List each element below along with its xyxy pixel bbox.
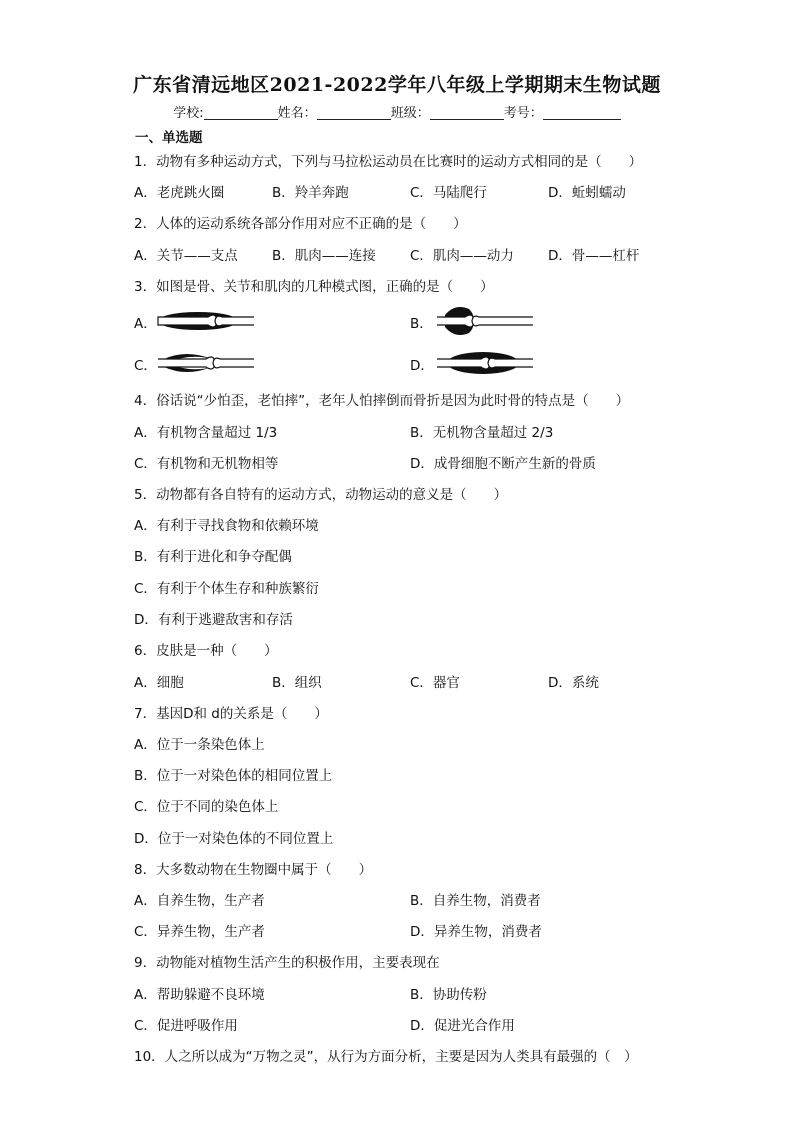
exam-no-blank[interactable] [543,105,621,120]
question-stem: 1．动物有多种运动方式，下列与马拉松运动员在比赛时的运动方式相同的是（ ） [134,154,643,170]
question-stem: 9．动物能对植物生活产生的积极作用，主要表现在 [134,955,440,971]
question-stem: 2．人体的运动系统各部分作用对应不正确的是（ ） [134,216,467,232]
option-a[interactable]: A．有机物含量超过 1/3 [134,425,278,441]
option-b[interactable]: B．协助传粉 [410,987,487,1003]
figure-c-bone-joint-muscle [156,345,256,381]
option-b[interactable]: B．无机物含量超过 2/3 [410,425,554,441]
figure-a-bone-joint-muscle [156,303,256,339]
option-c[interactable]: C．肌肉——动力 [410,248,514,264]
figure-b-bone-joint-muscle [435,303,535,339]
option-b[interactable]: B．肌肉——连接 [272,248,376,264]
question-stem: 7．基因D和 d的关系是（ ） [134,706,328,722]
option-d[interactable]: D．系统 [548,675,599,691]
option-c[interactable]: C．异养生物，生产者 [134,924,265,940]
bone-right [472,316,533,326]
option-b[interactable]: B．羚羊奔跑 [272,185,349,201]
option-a[interactable]: A．自养生物，生产者 [134,893,265,909]
option-c[interactable]: C．有机物和无机物相等 [134,456,279,472]
student-info-line [0,102,794,121]
bone-right [215,316,254,326]
option-a[interactable]: A．帮助躲避不良环境 [134,987,265,1003]
option-b[interactable]: B．有利于进化和争夺配偶 [134,549,292,565]
bone-right [213,358,254,368]
option-a[interactable]: A．位于一条染色体上 [134,737,265,753]
name-label: 姓名： [277,106,317,121]
question-stem: 3．如图是骨、关节和肌肉的几种模式图，正确的是（ ） [134,279,494,295]
option-c[interactable]: C．器官 [410,675,460,691]
option-b[interactable]: B． [410,316,433,332]
option-d[interactable]: D．有利于逃避敌害和存活 [134,612,293,628]
option-c[interactable]: C．位于不同的染色体上 [134,799,279,815]
school-label: 学校: [173,106,204,121]
exam-no-label: 考号： [503,106,543,121]
class-label: 班级： [390,106,430,121]
question-stem: 5．动物都有各自特有的运动方式，动物运动的意义是（ ） [134,487,508,503]
option-c[interactable]: C．马陆爬行 [410,185,487,201]
option-c[interactable]: C．有利于个体生存和种族繁衍 [134,581,319,597]
option-a[interactable]: A．有利于寻找食物和依赖环境 [134,518,319,534]
option-d[interactable]: D． [410,358,434,374]
option-d[interactable]: D．骨——杠杆 [548,248,640,264]
figure-d-bone-joint-muscle [435,345,535,381]
question-stem: 10．人之所以成为“万物之灵”，从行为方面分析，主要是因为人类具有最强的（ ） [134,1049,638,1065]
bone-right [488,358,533,368]
question-stem: 4．俗话说“少怕歪，老怕摔”，老年人怕摔倒而骨折是因为此时骨的特点是（ ） [134,393,630,409]
question-stem: 6．皮肤是一种（ ） [134,643,278,659]
question-stem: 8．大多数动物在生物圈中属于（ ） [134,862,373,878]
option-d[interactable]: D．成骨细胞不断产生新的骨质 [410,456,596,472]
bone-left [437,357,490,369]
exam-title: 广东省清远地区2021-2022学年八年级上学期期末生物试题 [133,74,661,96]
bone-left [158,315,217,327]
bone-left [437,315,474,327]
option-a[interactable]: A．细胞 [134,675,184,691]
option-d[interactable]: D．促进光合作用 [410,1018,515,1034]
option-b[interactable]: B．自养生物，消费者 [410,893,541,909]
option-b[interactable]: B．组织 [272,675,322,691]
option-c[interactable]: C． [134,358,157,374]
option-a[interactable]: A． [134,316,157,332]
option-a[interactable]: A．关节——支点 [134,248,238,264]
option-d[interactable]: D．异养生物，消费者 [410,924,542,940]
section-heading: 一、单选题 [135,130,203,146]
name-blank[interactable] [317,105,391,120]
option-d[interactable]: D．蚯蚓蠕动 [548,185,626,201]
class-blank[interactable] [430,105,504,120]
school-blank[interactable] [204,105,278,120]
option-a[interactable]: A．老虎跳火圈 [134,185,225,201]
bone-left [158,357,215,369]
option-d[interactable]: D．位于一对染色体的不同位置上 [134,831,334,847]
option-b[interactable]: B．位于一对染色体的相同位置上 [134,768,333,784]
option-c[interactable]: C．促进呼吸作用 [134,1018,238,1034]
